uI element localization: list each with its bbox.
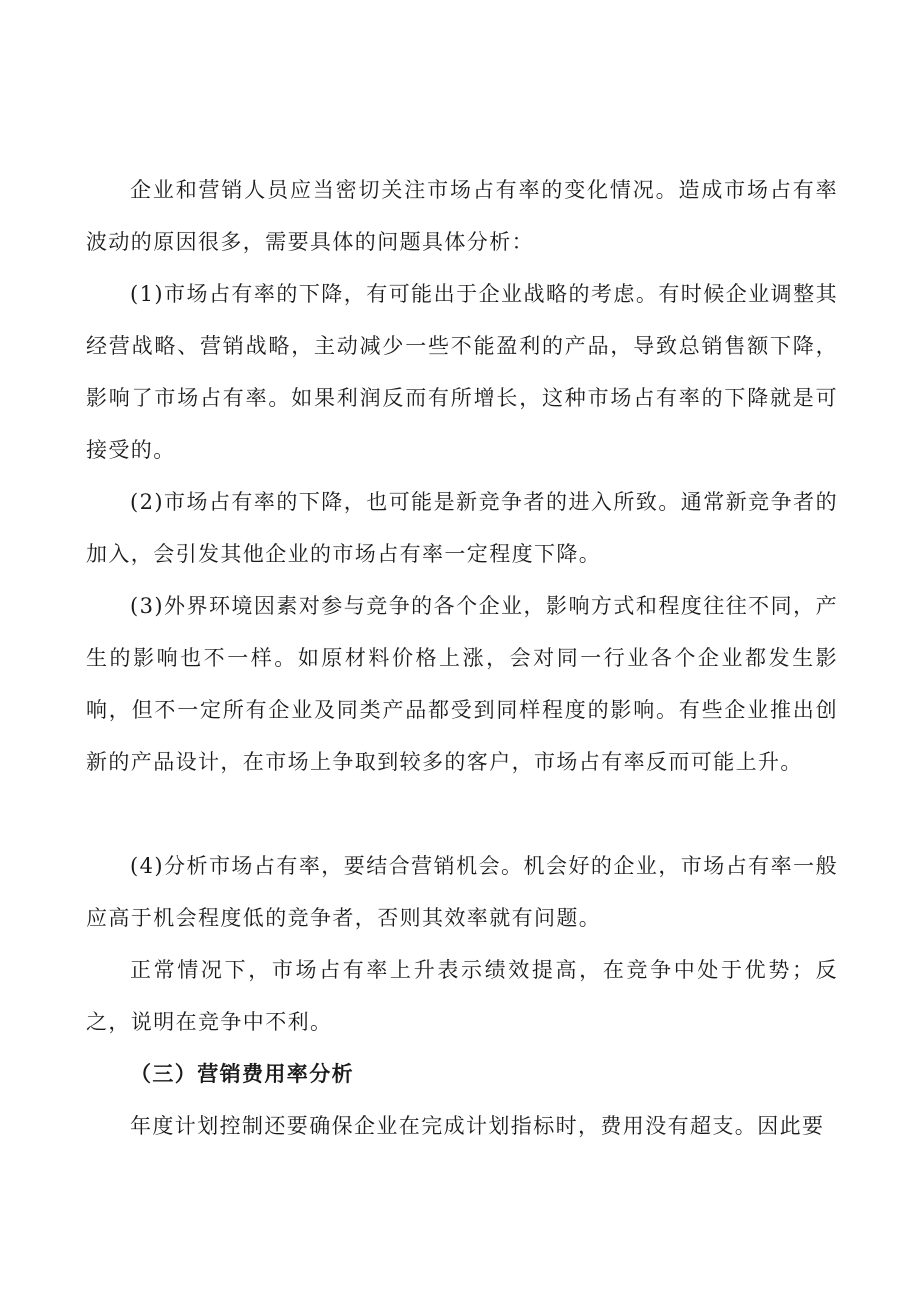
paragraph-market-share-intro: 企业和营销人员应当密切关注市场占有率的变化情况。造成市场占有率波动的原因很多，需要具体的问题具体分析： (86, 178, 838, 254)
section-heading: （三）营销费用率分析 (130, 1061, 354, 1086)
paragraph-expense-ratio: 年度计划控制还要确保企业在完成计划指标时，费用没有超支。因此要 (130, 1114, 825, 1138)
paragraph-conclusion: 正常情况下，市场占有率上升表示绩效提高，在竞争中处于优势；反之，说明在竞争中不利。 (86, 958, 838, 1034)
paragraph-point-2: (2)市场占有率的下降，也可能是新竞争者的进入所致。通常新竞争者的加入，会引发其他企业的市场占有率一定程度下降。 (86, 490, 838, 566)
paragraph-point-3: (3)外界环境因素对参与竞争的各个企业，影响方式和程度往往不同，产生的影响也不一样。如原材料价格上涨，会对同一行业各个企业都发生影响，但不一定所有企业及同类产品都受到同样程度的影响。有些企业推出创新的产品设计，在市场上争取到较多的客户，市场占有率反而可能上升。 (86, 594, 838, 774)
paragraph-point-4: (4)分析市场占有率，要结合营销机会。机会好的企业，市场占有率一般应高于机会程度低的竞争者，否则其效率就有问题。 (86, 854, 838, 930)
paragraph-point-1: (1)市场占有率的下降，有可能出于企业战略的考虑。有时候企业调整其经营战略、营销战略，主动减少一些不能盈利的产品，导致总销售额下降，影响了市场占有率。如果利润反而有所增长，这种市场占有率的下降就是可接受的。 (86, 282, 838, 462)
